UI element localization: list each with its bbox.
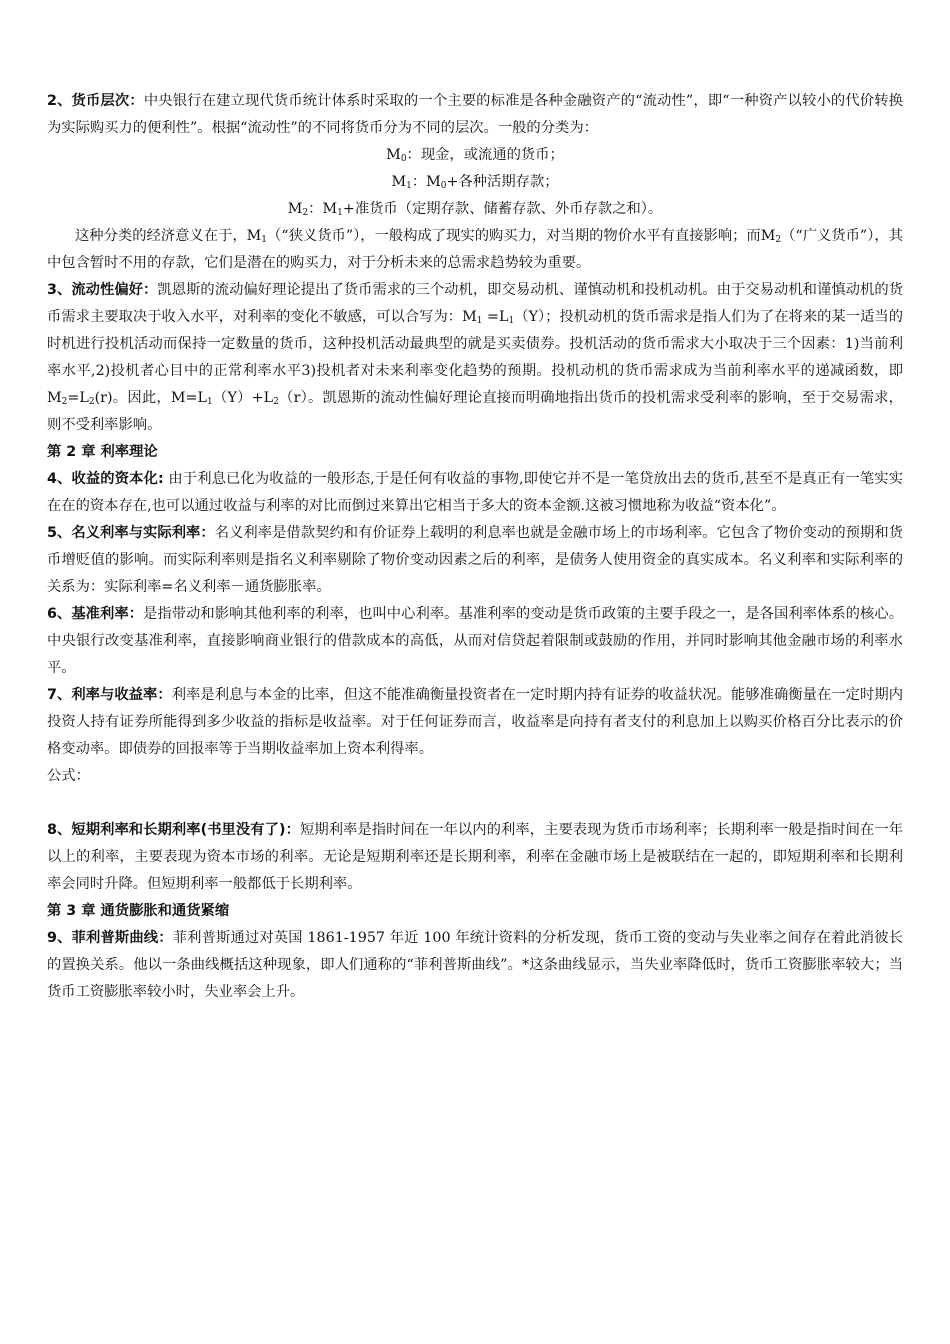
term-liquidity-preference: 3、流动性偏好： bbox=[47, 282, 158, 298]
section-short-long-rate: 8、短期利率和长期利率(书里没有了)：短期利率是指时间在一年以内的利率，主要表现为货币市场利率；长期利率一般是指时间在一年以上的利率，主要表现为资本市场的利率。无论是短期利率还是长期利率，利率在金融市场上是被联结在一起的，即短期利率和长期利率会同时升降。但短期利率一般都低于长期利率。 bbox=[47, 822, 904, 892]
money-levels-text: 中央银行在建立现代货币统计体系时采取的一个主要的标准是各种金融资产的“流动性”，即“一种资产以较小的代价转换为实际购买力的便利性”。根据“流动性”的不同将货币分为不同的层次。一般的分类为： bbox=[47, 93, 904, 136]
formula-label: 公式： bbox=[47, 768, 90, 784]
section-capitalization: 4、收益的资本化: 由于利息已化为收益的一般形态,于是任何有收益的事物,即使它并不是一笔贷放出去的货币,甚至不是真正有一笔实实在在的资本存在,也可以通过收益与利率的对比而倒过来算出它相当于多大的资本金额.这被习惯地称为收益“资本化”。 bbox=[47, 471, 903, 514]
section-money-levels bbox=[47, 88, 903, 142]
section-rate-vs-yield: 7、利率与收益率：利率是利息与本金的比率，但这不能准确衡量投资者在一定时期内持有证券的收益状况。能够准确衡量在一定时期内投资人持有证券所能得到多少收益的指标是收益率。对于任何证券而言，收益率是向持有者支付的利息加上以购买价格百分比表示的价格变动率。即债券的回报率等于当期收益率加上资本利得率。 bbox=[47, 687, 903, 757]
section-phillips-curve: 9、菲利普斯曲线：菲利普斯通过对英国 1861-1957 年近 100 年统计资料的分析发现，货币工资的变动与失业率之间存在着此消彼长的置换关系。他以一条曲线概括这种现象，即人们通称的“菲利普斯曲线”。*这条曲线显示，当失业率降低时，货币工资膨胀率较大；当货币工资膨胀率较小时，失业率会上升。 bbox=[47, 930, 904, 1000]
blank-line bbox=[47, 790, 903, 817]
m2-definition: $M_2$：$M_1+$准货币（定期存款、储蓄存款、外币存款之和）。 bbox=[287, 201, 663, 218]
section-nominal-real-rate: 5、名义利率与实际利率：名义利率是借款契约和有价证券上载明的利息率也就是金融市场上的市场利率。它包含了物价变动的预期和货币增贬值的影响。而实际利率则是指名义利率剔除了物价变动因素之后的利率，是债务人使用资金的真实成本。名义利率和实际利率的关系为：实际利率=名义利率－通货膨胀率。 bbox=[47, 525, 903, 595]
section-benchmark-rate: 6、基准利率：是指带动和影响其他利率的利率，也叫中心利率。基准利率的变动是货币政策的主要手段之一，是各国利率体系的核心。中央银行改变基准利率，直接影响商业银行的借款成本的高低，从而对信贷起着限制或鼓励的作用，并同时影响其他金融市场的利率水平。 bbox=[47, 606, 903, 676]
term-rate-vs-yield: 7、利率与收益率： bbox=[47, 687, 172, 703]
chapter-2-heading: 第 2 章 利率理论 bbox=[47, 444, 158, 460]
m1-definition: $M_1$：$M_0+$各种活期存款； bbox=[391, 174, 559, 191]
term-benchmark-rate: 6、基准利率： bbox=[47, 606, 144, 622]
term-short-long-rate: 8、短期利率和长期利率(书里没有了)： bbox=[47, 822, 300, 838]
section-liquidity-preference: 3、流动性偏好：凯恩斯的流动偏好理论提出了货币需求的三个动机，即交易动机、谨慎动机和投机动机。由于交易动机和谨慎动机的货币需求主要取决于收入水平，对利率的变化不敏感，可以合写为：$M_1 =L_1(Y)$；投机动机的货币需求是指人们为了在将来的某一适当的时机进行投机活动而保持一定数量的货币，这种投机活动最典型的就是买卖债券。投机活动的货币需求大小取决于三个因素：1)当前利率水平,2)投机者心目中的正常利率水平3)投机者对未来利率变化趋势的预期。投机动机的货币需求成为当前利率水平的递减函数，即$M_2=L_2(r)$。因此，$M=L_1(Y)+L_2(r)$。凯恩斯的流动性偏好理论直接而明确地指出货币的投机需求受利率的影响，至于交易需求，则不受利率影响。 bbox=[47, 282, 903, 433]
chapter-3-heading: 第 3 章 通货膨胀和通货紧缩 bbox=[47, 903, 230, 919]
term-money-levels: 2、货币层次： bbox=[47, 93, 144, 109]
classification-meaning: 这种分类的经济意义在于，$M_1(“$狭义货币”），一般构成了现实的购买力，对当期的物价水平有直接影响；而$M_2(“$广义货币”），其中包含暂时不用的存款，它们是潜在的购买力，对于分析未来的总需求趋势较为重要。 bbox=[47, 228, 903, 271]
term-capitalization: 4、收益的资本化: bbox=[47, 471, 164, 487]
m0-definition: $M_0$：现金，或流通的货币； bbox=[386, 147, 564, 164]
term-phillips-curve: 9、菲利普斯曲线： bbox=[47, 930, 173, 946]
term-nominal-real-rate: 5、名义利率与实际利率： bbox=[47, 525, 215, 541]
document-page bbox=[47, 88, 903, 1006]
